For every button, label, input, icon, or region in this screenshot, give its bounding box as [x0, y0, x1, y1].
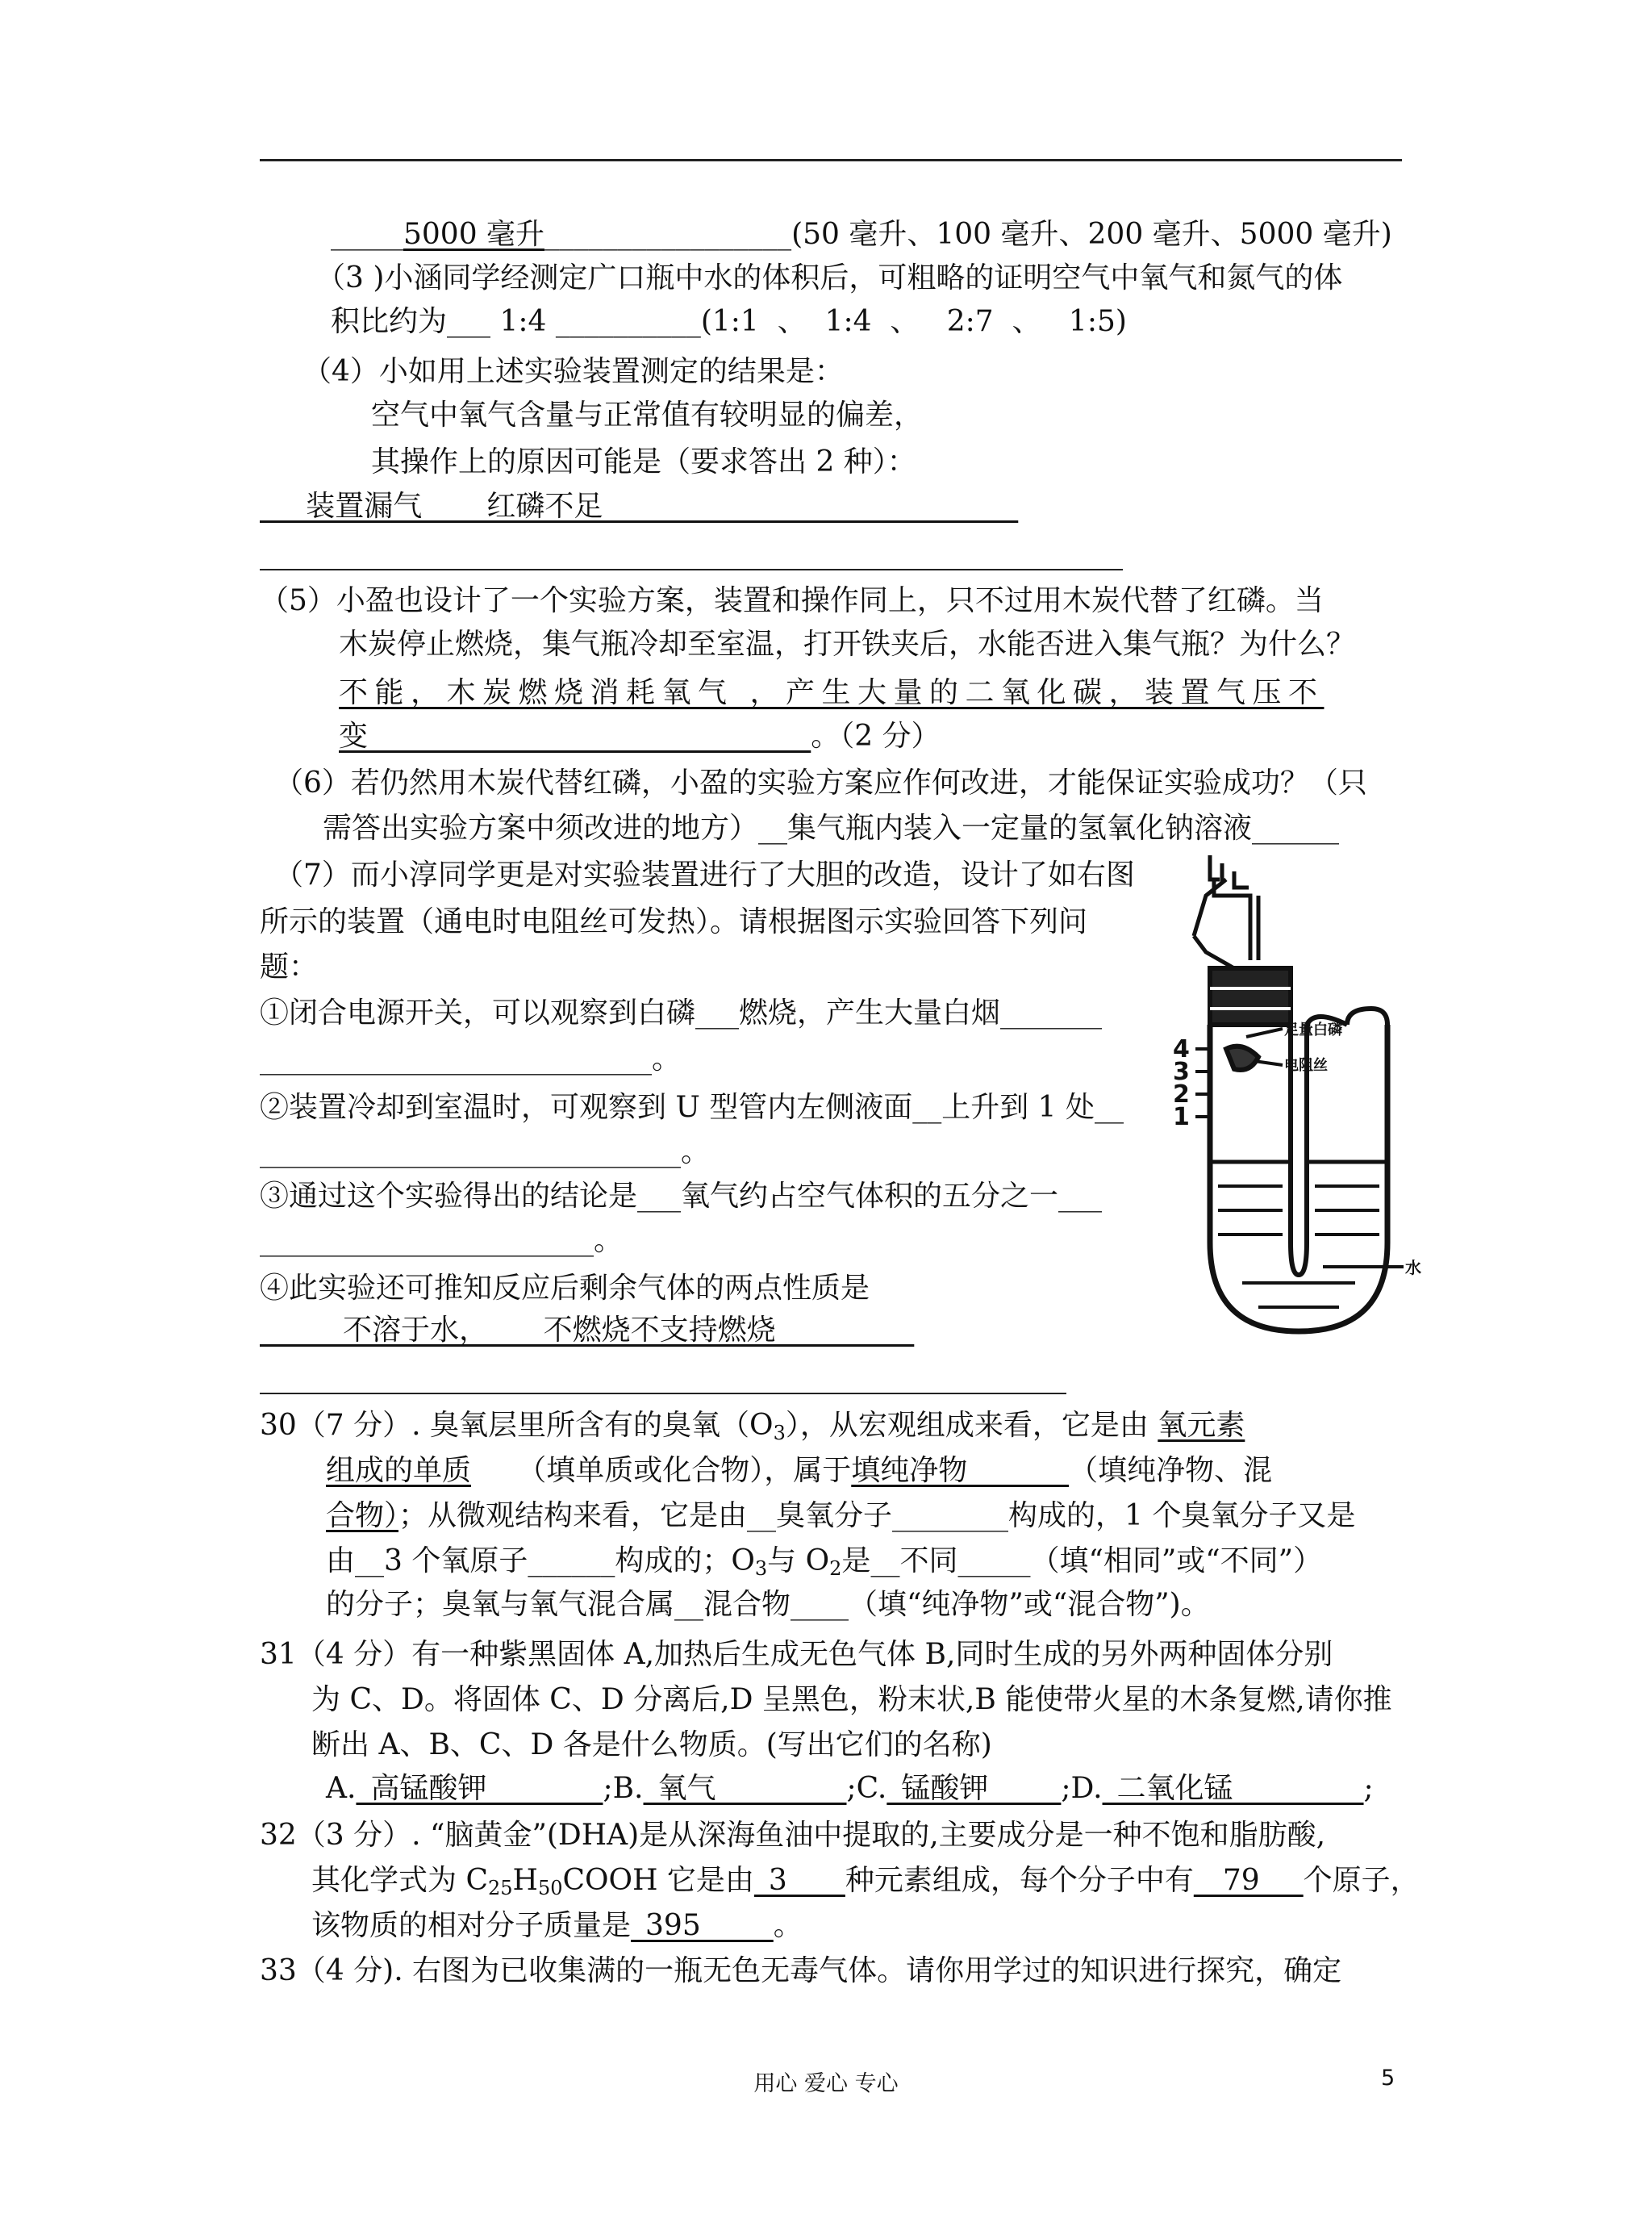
q7-prompt-2: 所示的装置（通电时电阻丝可发热）。请根据图示实验回答下列问: [260, 905, 1088, 938]
q30-line-2: 组成的单质 （填单质或化合物），属于填纯净物 （填纯净物、混: [326, 1454, 1273, 1487]
scale-label-2: 2: [1173, 1080, 1190, 1109]
q4-answer-line: [260, 569, 1123, 570]
q32-line-1: 32（3 分）. “脑黄金”(DHA)是从深海鱼油中提取的,主要成分是一种不饱和脂肪酸,: [260, 1819, 1326, 1852]
q30-line-5: 的分子；臭氧与氧气混合属__混合物____（填“纯净物”或“混合物”)。: [326, 1588, 1210, 1621]
q32-line-2: 其化学式为 $C_{25}H_{50}COOH$ 它是由_3____种元素组成，每个分子中有__79___个原子，: [311, 1864, 1420, 1899]
q7-answer-line: [260, 1393, 1066, 1394]
scale-label-1: 1: [1173, 1103, 1190, 1131]
q33-line-1: 33（4 分). 右图为已收集满的一瓶无色无毒气体。请你用学过的知识进行探究，确定: [260, 1954, 1342, 1987]
q7-s1: ①闭合电源开关，可以观察到白磷___燃烧，产生大量白烟_______: [260, 996, 1103, 1030]
q4-answer: 装置漏气 红磷不足: [260, 490, 1019, 523]
label-water: 水: [1405, 1258, 1421, 1277]
label-resistor: 电阻丝: [1284, 1057, 1328, 1074]
q31-line-2: 为 C、D。将固体 C、D 分离后,D 呈黑色，粉末状,B 能使带火星的木条复燃,请你推: [311, 1683, 1392, 1716]
q7-s2: ②装置冷却到室温时，可观察到 U 型管内左侧液面__上升到 1 处__: [260, 1091, 1124, 1124]
q3-prompt: （3 )小涵同学经测定广口瓶中水的体积后，可粗略的证明空气中氧气和氮气的体: [316, 261, 1343, 295]
q30-line-4: 由__3 个氧原子______构成的；$O_3$与 $O_2$是__不同_____（填“相同”或“不同”）: [326, 1544, 1323, 1580]
q5-answer-2-line: 变 。（2 分）: [339, 720, 941, 753]
q7-s4: ④此实验还可推知反应后剩余气体的两点性质是: [260, 1272, 870, 1305]
scale-label-3: 3: [1173, 1058, 1190, 1086]
u-tube-apparatus-figure: [1162, 847, 1428, 1339]
q31-line-1: 31（4 分）有一种紫黑固体 A,加热后生成无色气体 B,同时生成的另外两种固体分别: [260, 1638, 1333, 1671]
q7-s3: ③通过这个实验得出的结论是___氧气约占空气体积的五分之一___: [260, 1180, 1103, 1213]
q4-line-a: 空气中氧气含量与正常值有较明显的偏差，: [371, 399, 924, 432]
page-number: 5: [1381, 2066, 1395, 2091]
q32-line-3: 该物质的相对分子质量是_395_____。: [311, 1909, 803, 1942]
q6-prompt-1: （6）若仍然用木炭代替红磷，小盈的实验方案应作何改进，才能保证实验成功？（只: [274, 767, 1367, 800]
q7-s3-cont: _______________________。: [260, 1224, 624, 1257]
q7-s4-answer: 不溶于水， 不燃烧不支持燃烧: [260, 1314, 915, 1347]
q5-prompt-2: 木炭停止燃烧，集气瓶冷却至室温，打开铁夹后，水能否进入集气瓶？为什么？: [339, 628, 1356, 661]
q28-volume-line: _____5000 毫升_________________(50 毫升、100 毫升、200 毫升、5000 毫升): [331, 218, 1392, 251]
q7-s1-cont: ___________________________。: [260, 1042, 682, 1076]
q4-prompt: （4）小如用上述实验装置测定的结果是：: [302, 355, 844, 388]
q6-answer: __集气瓶内装入一定量的氢氧化钠溶液______: [758, 812, 1340, 845]
q5-prompt-1: （5）小盈也设计了一个实验方案，装置和操作同上，只不过用木炭代替了红磷。当: [260, 584, 1324, 617]
q3-line2: 积比约为___ 1:4 __________(1:1 、 1:4 、 2:7 、 1:5): [331, 305, 1127, 338]
q7-prompt-1: （7）而小淳同学更是对实验装置进行了大胆的改造，设计了如右图: [274, 859, 1135, 892]
header-rule: [260, 159, 1402, 161]
label-white-phosphorus: 足量白磷: [1284, 1021, 1342, 1038]
q31-answers: A._高锰酸钾________;B._氧气_________;C._锰酸钾_____;D._二氧化锰_________;: [326, 1772, 1374, 1805]
q31-line-3: 断出 A、B、C、D 各是什么物质。(写出它们的名称): [311, 1728, 992, 1761]
q30-line-1: 30（7 分）. 臭氧层里所含有的臭氧$(O_3)$，从宏观组成来看，它是由 氧元素: [260, 1409, 1245, 1444]
q7-prompt-3: 题：: [260, 950, 319, 984]
q30-line-3: 合物）；从微观结构来看，它是由__臭氧分子________构成的，1 个臭氧分子又是: [326, 1499, 1356, 1532]
q6-line2: 需答出实验方案中须改进的地方）__集气瓶内装入一定量的氢氧化钠溶液______: [323, 812, 1340, 845]
q7-s2-cont: _____________________________。: [260, 1135, 711, 1168]
page-footer: 用心 爱心 专心: [753, 2071, 899, 2096]
q4-line-b: 其操作上的原因可能是（要求答出 2 种）：: [371, 445, 916, 478]
scale-label-4: 4: [1173, 1035, 1190, 1063]
q3-answer: ___ 1:4 __________: [447, 305, 701, 338]
q5-answer-1: 不能，木炭燃烧消耗氧气 ，产生大量的二氧化碳，装置气压不: [339, 676, 1325, 709]
